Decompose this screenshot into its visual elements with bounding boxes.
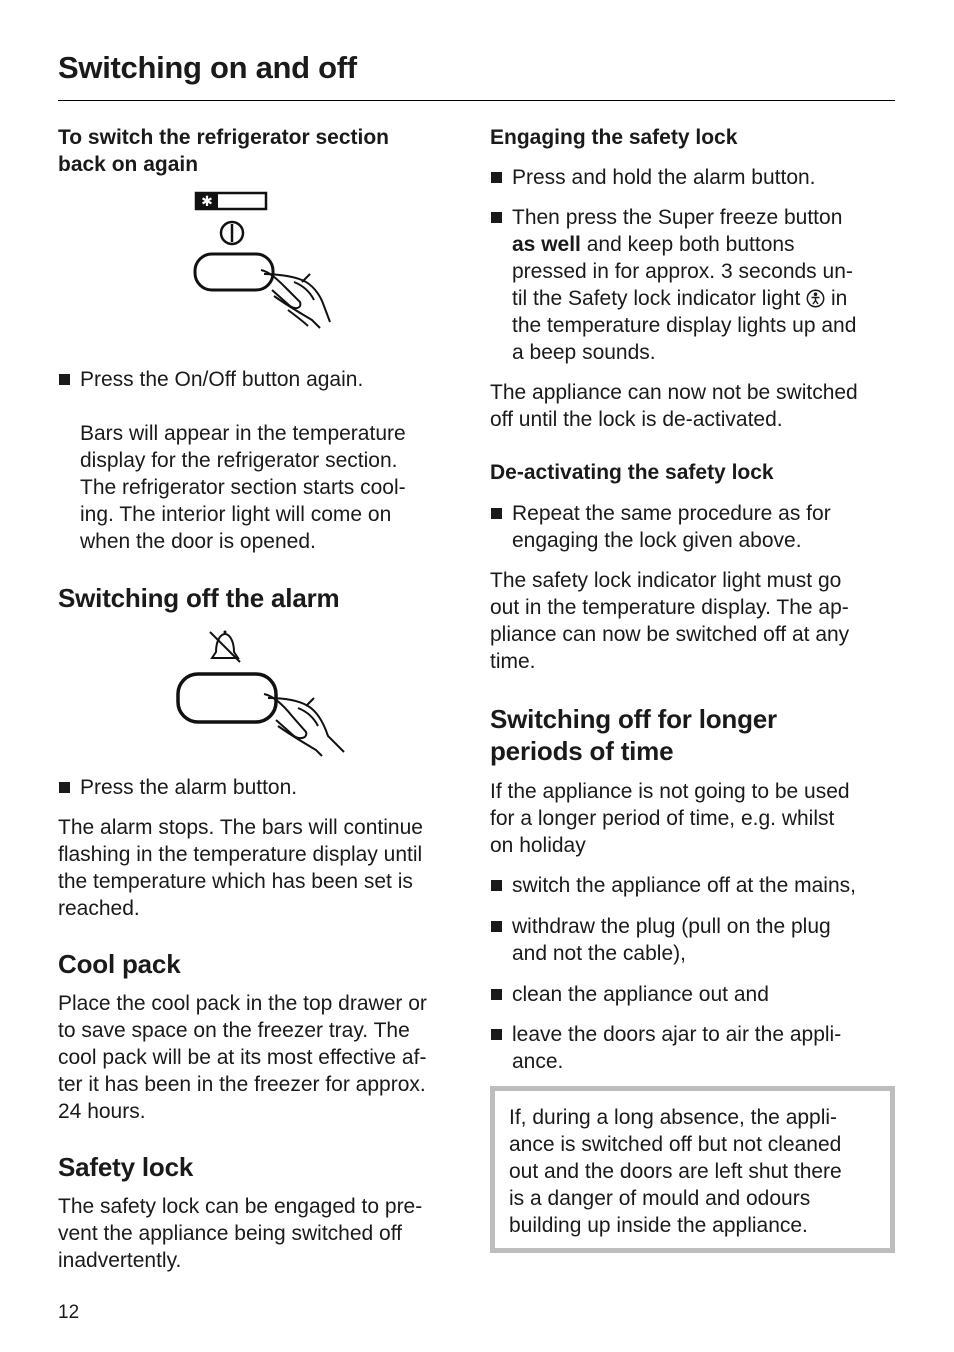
text-line — [512, 231, 898, 258]
hand-pressing-on-off-button-icon — [58, 190, 468, 350]
text-line: flashing in the temperature display until — [58, 843, 423, 866]
bullet-square-icon — [59, 374, 70, 385]
text-line: 24 hours. — [58, 1100, 146, 1123]
list-item — [490, 872, 898, 899]
text-line: The refrigerator section starts cool- — [80, 476, 406, 499]
safety-lock-paragraph — [58, 1193, 468, 1274]
emphasis-text: as well — [512, 233, 581, 256]
text-line: off until the lock is de-activated. — [490, 408, 783, 431]
bullet-text: switch the appliance off at the mains, — [512, 874, 856, 897]
text-line: engaging the lock given above. — [512, 529, 802, 552]
text-line: building up inside the appliance. — [509, 1214, 808, 1237]
list-item — [58, 366, 468, 393]
text-line: reached. — [58, 897, 140, 920]
text-line: Bars will appear in the temperature — [80, 422, 406, 445]
heading-line: periods of time — [490, 736, 674, 766]
text-line: ance is switched off but not cleaned — [509, 1133, 842, 1156]
text-line: The appliance can now not be switched — [490, 381, 858, 404]
text-line: and not the cable), — [512, 942, 686, 965]
switch-back-on-heading — [58, 124, 468, 178]
text-line: the temperature which has been set is — [58, 870, 413, 893]
text-line: out and the doors are left shut there — [509, 1160, 842, 1183]
list-item — [58, 774, 468, 801]
deactivating-heading: De-activating the safety lock — [490, 461, 774, 484]
text-line: when the door is opened. — [80, 530, 316, 553]
text-line: If the appliance is not going to be used — [490, 780, 850, 803]
alarm-button-illustration — [58, 628, 468, 758]
list-item — [490, 204, 898, 366]
heading-line: back on again — [58, 153, 199, 176]
text-line: Place the cool pack in the top drawer or — [58, 992, 427, 1015]
text-line — [512, 285, 898, 312]
bullet-text: Press and hold the alarm button. — [512, 166, 816, 189]
engaging-result-paragraph — [490, 379, 898, 433]
text-line: a beep sounds. — [512, 341, 656, 364]
heading-line: Switching off for longer — [490, 704, 777, 734]
bullet-square-icon — [491, 508, 502, 519]
text-line: The alarm stops. The bars will continue — [58, 816, 423, 839]
text-line: pressed in for approx. 3 seconds un- — [512, 260, 853, 283]
deactivating-result-paragraph — [490, 567, 898, 675]
longer-periods-heading — [490, 703, 898, 767]
text-line: on holiday — [490, 834, 586, 857]
title-divider — [58, 100, 895, 101]
bullet-square-icon — [491, 989, 502, 1000]
bullet-square-icon — [491, 1029, 502, 1040]
text-line: Repeat the same procedure as for — [512, 502, 831, 525]
text-line: cool pack will be at its most effective af- — [58, 1046, 427, 1069]
text-line: the temperature display lights up and — [512, 314, 857, 337]
right-column — [490, 124, 898, 1253]
switch-back-on-detail — [58, 420, 468, 555]
text-line: The safety lock can be engaged to pre- — [58, 1195, 423, 1218]
longer-periods-intro — [490, 778, 898, 859]
bullet-square-icon — [491, 172, 502, 183]
text-line: leave the doors ajar to air the appli- — [512, 1023, 842, 1046]
safety-lock-heading: Safety lock — [58, 1152, 194, 1182]
cool-pack-paragraph — [58, 990, 468, 1125]
text-fragment: and keep both buttons — [580, 233, 795, 256]
hand-pressing-alarm-button-icon — [58, 628, 468, 758]
left-column — [58, 124, 468, 1274]
warning-notice-box — [490, 1086, 895, 1253]
bullet-text: Press the On/Off button again. — [80, 368, 364, 391]
text-line: ance. — [512, 1050, 564, 1073]
text-line: for a longer period of time, e.g. whilst — [490, 807, 835, 830]
text-line: to save space on the freezer tray. The — [58, 1019, 410, 1042]
safety-lock-indicator-icon — [806, 289, 825, 308]
text-line: display for the refrigerator section. — [80, 449, 398, 472]
text-line: pliance can now be switched off at any — [490, 623, 850, 646]
page-number: 12 — [58, 1302, 80, 1323]
svg-text:✱: ✱ — [201, 194, 213, 210]
text-line: vent the appliance being switched off — [58, 1222, 403, 1245]
engaging-heading: Engaging the safety lock — [490, 126, 738, 149]
bullet-square-icon — [491, 880, 502, 891]
text-line: withdraw the plug (pull on the plug — [512, 915, 831, 938]
list-item — [490, 164, 898, 191]
alarm-heading: Switching off the alarm — [58, 583, 340, 613]
text-line: inadvertently. — [58, 1249, 182, 1272]
bullet-text: clean the appliance out and — [512, 983, 769, 1006]
text-line: Then press the Super freeze button — [512, 206, 843, 229]
bullet-square-icon — [491, 921, 502, 932]
list-item — [490, 500, 898, 554]
text-fragment: in — [825, 287, 848, 310]
text-line: ing. The interior light will come on — [80, 503, 392, 526]
list-item — [490, 981, 898, 1008]
bullet-square-icon — [491, 212, 502, 223]
list-item — [490, 913, 898, 967]
text-line: ter it has been in the freezer for approx. — [58, 1073, 426, 1096]
list-item — [490, 1021, 898, 1075]
bullet-text: Press the alarm button. — [80, 776, 298, 799]
text-fragment: til the Safety lock indicator light — [512, 287, 807, 310]
text-line: The safety lock indicator light must go — [490, 569, 842, 592]
cool-pack-heading: Cool pack — [58, 949, 181, 979]
text-line: time. — [490, 650, 536, 673]
bullet-square-icon — [59, 782, 70, 793]
page-title: Switching on and off — [58, 50, 357, 85]
text-line: is a danger of mould and odours — [509, 1187, 811, 1210]
alarm-paragraph — [58, 814, 468, 922]
on-off-button-illustration — [58, 190, 468, 350]
text-line: If, during a long absence, the appli- — [509, 1106, 838, 1129]
heading-line: To switch the refrigerator section — [58, 126, 390, 149]
text-line: out in the temperature display. The ap- — [490, 596, 849, 619]
